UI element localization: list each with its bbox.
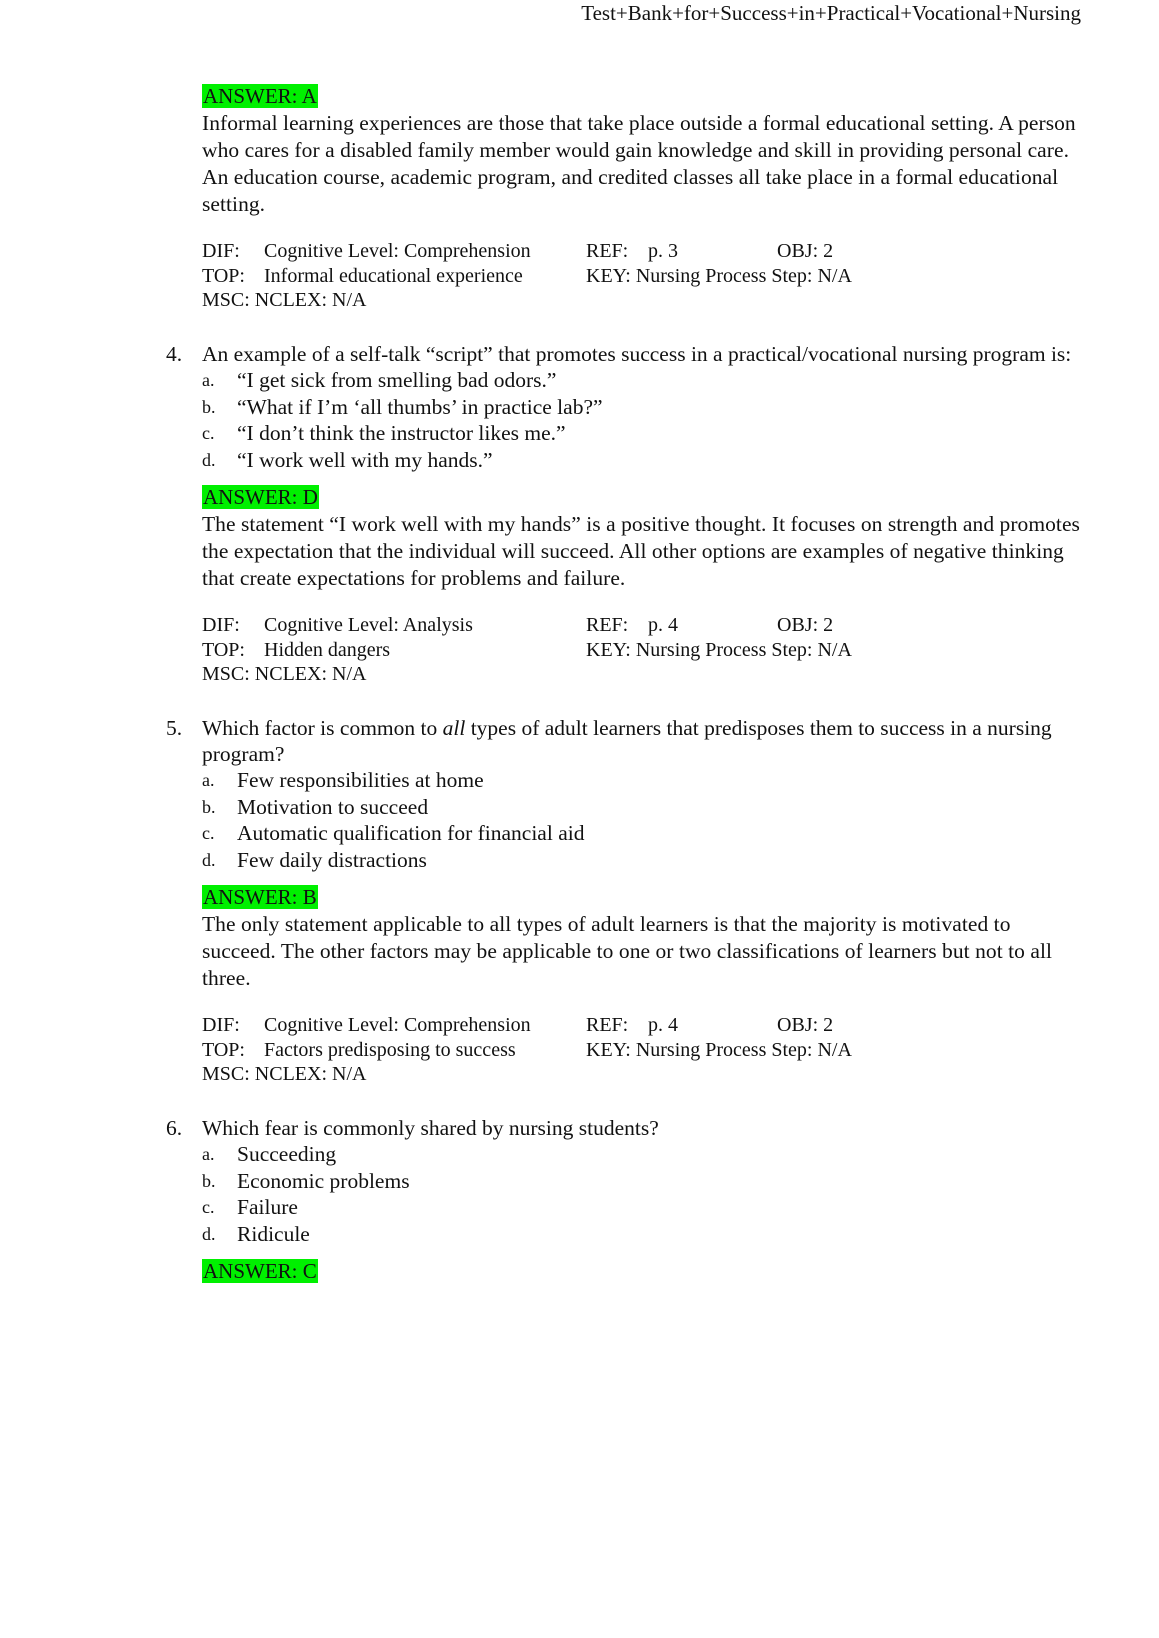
dif-label: DIF: [202, 614, 240, 636]
option-letter: a. [202, 770, 215, 790]
option-letter: a. [202, 370, 215, 390]
option-letter: b. [202, 1170, 216, 1191]
answer-block-3 [202, 84, 1082, 313]
question-5 [166, 715, 1082, 1087]
option-b [202, 794, 1082, 821]
option-letter: c. [202, 1197, 215, 1217]
option-text: Few responsibilities at home [237, 768, 484, 792]
option-text: “I work well with my hands.” [237, 447, 493, 472]
top-value: Hidden dangers [264, 638, 391, 661]
question-4 [166, 341, 1082, 687]
obj-value: OBJ: 2 [777, 1014, 834, 1036]
rationale-text: The only statement applicable to all types of adult learners is that the majority is motivated to succeed. The other factors may be applicable to one or two classifications of learners but not to all three. [202, 912, 1053, 990]
option-b [202, 394, 1082, 421]
option-letter: d. [202, 449, 216, 470]
question-text [202, 715, 1082, 767]
key-value: KEY: Nursing Process Step: N/A [586, 638, 852, 661]
msc-value: MSC: NCLEX: N/A [202, 1063, 367, 1085]
obj-value: OBJ: 2 [777, 614, 834, 636]
answer-section [202, 885, 1082, 1087]
option-letter: b. [202, 796, 216, 817]
answer-label: ANSWER: C [203, 1259, 317, 1283]
ref-label: REF: [586, 614, 629, 636]
option-text: Succeeding [237, 1142, 337, 1166]
option-letter: c. [202, 823, 215, 843]
question-text-emphasis: all [442, 716, 466, 740]
option-letter: d. [202, 849, 216, 870]
option-text: “I get sick from smelling bad odors.” [237, 368, 557, 392]
option-letter: b. [202, 396, 216, 417]
metadata [202, 613, 1082, 687]
option-text: Few daily distractions [237, 847, 427, 872]
question-number: 5. [166, 716, 183, 740]
obj-value: OBJ: 2 [777, 240, 834, 262]
msc-value: MSC: NCLEX: N/A [202, 289, 367, 311]
dif-label: DIF: [202, 240, 240, 262]
key-value: KEY: Nursing Process Step: N/A [586, 264, 852, 287]
top-label: TOP: [202, 1038, 245, 1061]
dif-value: Cognitive Level: Comprehension [264, 240, 531, 262]
option-d [202, 847, 1082, 874]
option-a [202, 367, 1082, 394]
msc-value: MSC: NCLEX: N/A [202, 663, 367, 685]
ref-label: REF: [586, 1014, 629, 1036]
option-d [202, 447, 1082, 474]
options-list [202, 367, 1082, 473]
answer-section [202, 1259, 1082, 1283]
option-text: Motivation to succeed [237, 794, 429, 819]
option-c [202, 1194, 1082, 1221]
document-header: Test+Bank+for+Success+in+Practical+Vocational+Nursing [581, 1, 1081, 25]
ref-value: p. 4 [648, 614, 678, 636]
option-a [202, 767, 1082, 794]
option-text: Automatic qualification for financial aid [237, 821, 585, 845]
top-value: Informal educational experience [264, 264, 523, 287]
question-text: Which fear is commonly shared by nursing students? [202, 1116, 659, 1140]
option-d [202, 1221, 1082, 1248]
option-text: “What if I’m ‘all thumbs’ in practice lab?” [237, 394, 603, 419]
ref-value: p. 4 [648, 1014, 678, 1036]
dif-label: DIF: [202, 1014, 240, 1036]
option-letter: d. [202, 1223, 216, 1244]
rationale-text: The statement “I work well with my hands” is a positive thought. It focuses on strength and promotes the expectation that the individual will succeed. All other options are examples of negative thinking that create expectations for problems and failure. [202, 512, 1080, 590]
answer-section [202, 485, 1082, 687]
rationale-text: Informal learning experiences are those that take place outside a formal educational setting. A person who cares for a disabled family member would gain knowledge and skill in providing personal care. An education course, academic program, and credited classes all take place in a formal educational setting. [202, 111, 1076, 216]
top-label: TOP: [202, 638, 245, 661]
ref-label: REF: [586, 240, 629, 262]
question-text-part: types of adult learners that predisposes them to success in a nursing program? [202, 716, 1052, 766]
option-letter: c. [202, 423, 215, 443]
question-number: 4. [166, 342, 183, 366]
answer-label: ANSWER: A [203, 84, 317, 108]
option-text: Ridicule [237, 1221, 310, 1246]
key-value: KEY: Nursing Process Step: N/A [586, 1038, 852, 1061]
option-text: Failure [237, 1195, 298, 1219]
dif-value: Cognitive Level: Comprehension [264, 1014, 531, 1036]
page-content [0, 84, 1159, 1283]
ref-value: p. 3 [648, 240, 678, 262]
top-label: TOP: [202, 264, 245, 287]
top-value: Factors predisposing to success [264, 1038, 516, 1061]
metadata [202, 239, 1082, 313]
option-a [202, 1141, 1082, 1168]
answer-label: ANSWER: D [203, 485, 318, 509]
option-c [202, 820, 1082, 847]
option-b [202, 1168, 1082, 1195]
option-letter: a. [202, 1144, 215, 1164]
metadata [202, 1013, 1082, 1087]
question-number: 6. [166, 1116, 183, 1140]
options-list [202, 1141, 1082, 1247]
question-text: An example of a self-talk “script” that promotes success in a practical/vocational nursing program is: [202, 342, 1072, 366]
option-text: Economic problems [237, 1168, 410, 1193]
options-list [202, 767, 1082, 873]
option-text: “I don’t think the instructor likes me.” [237, 421, 566, 445]
question-text-part: Which factor is common to [202, 716, 443, 740]
option-c [202, 420, 1082, 447]
dif-value: Cognitive Level: Analysis [264, 614, 473, 636]
question-6 [166, 1115, 1082, 1283]
answer-label: ANSWER: B [203, 885, 317, 909]
